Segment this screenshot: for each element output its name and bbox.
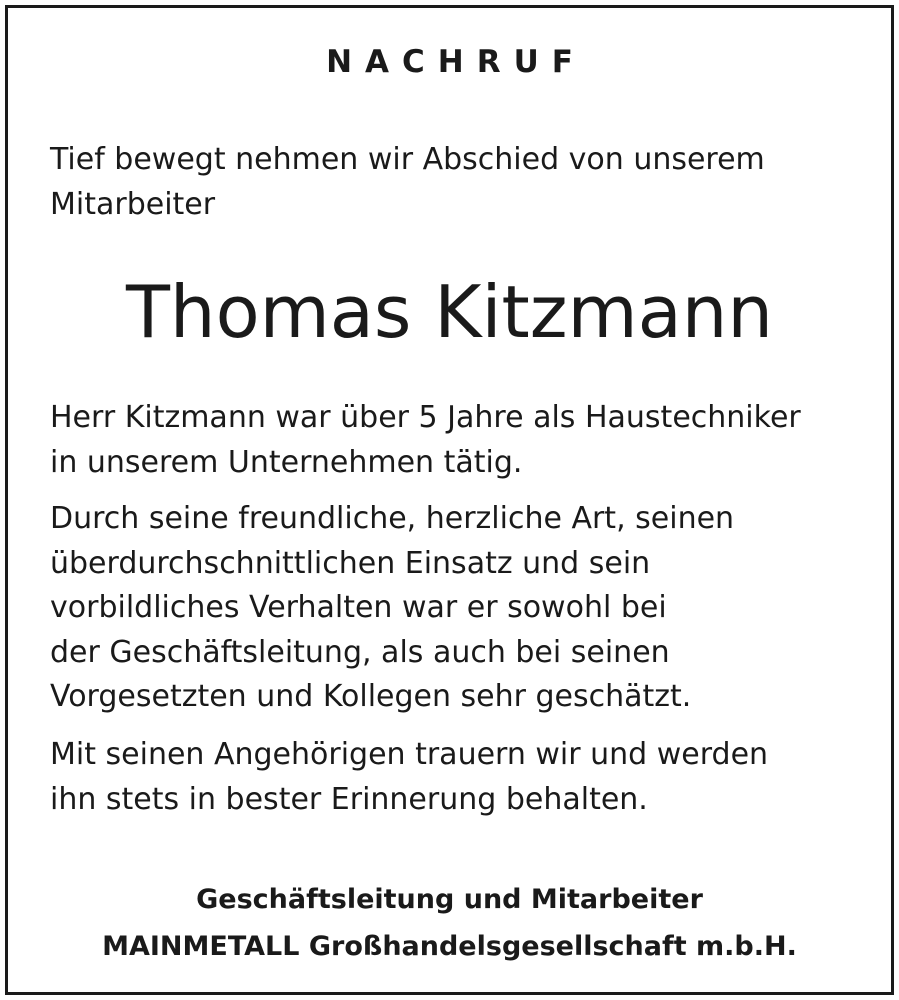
paragraph-line: Herr Kitzmann war über 5 Jahre als Haustechniker — [50, 400, 801, 435]
paragraph-employment — [50, 396, 850, 485]
intro-line: Tief bewegt nehmen wir Abschied von unserem — [50, 142, 765, 177]
company-name: MAINMETALL Großhandelsgesellschaft m.b.H. — [102, 931, 797, 962]
signature-line: Geschäftsleitung und Mitarbeiter — [196, 884, 703, 915]
paragraph-line: der Geschäftsleitung, als auch bei seinen — [50, 634, 670, 670]
paragraph-line: Durch seine freundliche, herzliche Art, seinen — [50, 501, 735, 536]
paragraph-line: überdurchschnittlichen Einsatz und sein — [50, 545, 651, 581]
intro-line: Mitarbeiter — [50, 186, 216, 222]
paragraph-condolence — [50, 733, 850, 822]
paragraph-line: ihn stets in bester Erinnerung behalten. — [50, 781, 648, 817]
paragraph-line: Mit seinen Angehörigen trauern wir und werden — [50, 737, 769, 772]
paragraph-tribute — [50, 497, 850, 720]
paragraph-line: in unserem Unternehmen tätig. — [50, 444, 523, 480]
paragraph-line: Vorgesetzten und Kollegen sehr geschätzt. — [50, 679, 692, 714]
deceased-name: Thomas Kitzmann — [125, 270, 774, 354]
intro-text — [50, 138, 850, 227]
paragraph-line: vorbildliches Verhalten war er sowohl bei — [50, 590, 667, 625]
signature-block — [0, 876, 899, 970]
notice-heading: NACHRUF — [326, 44, 586, 80]
